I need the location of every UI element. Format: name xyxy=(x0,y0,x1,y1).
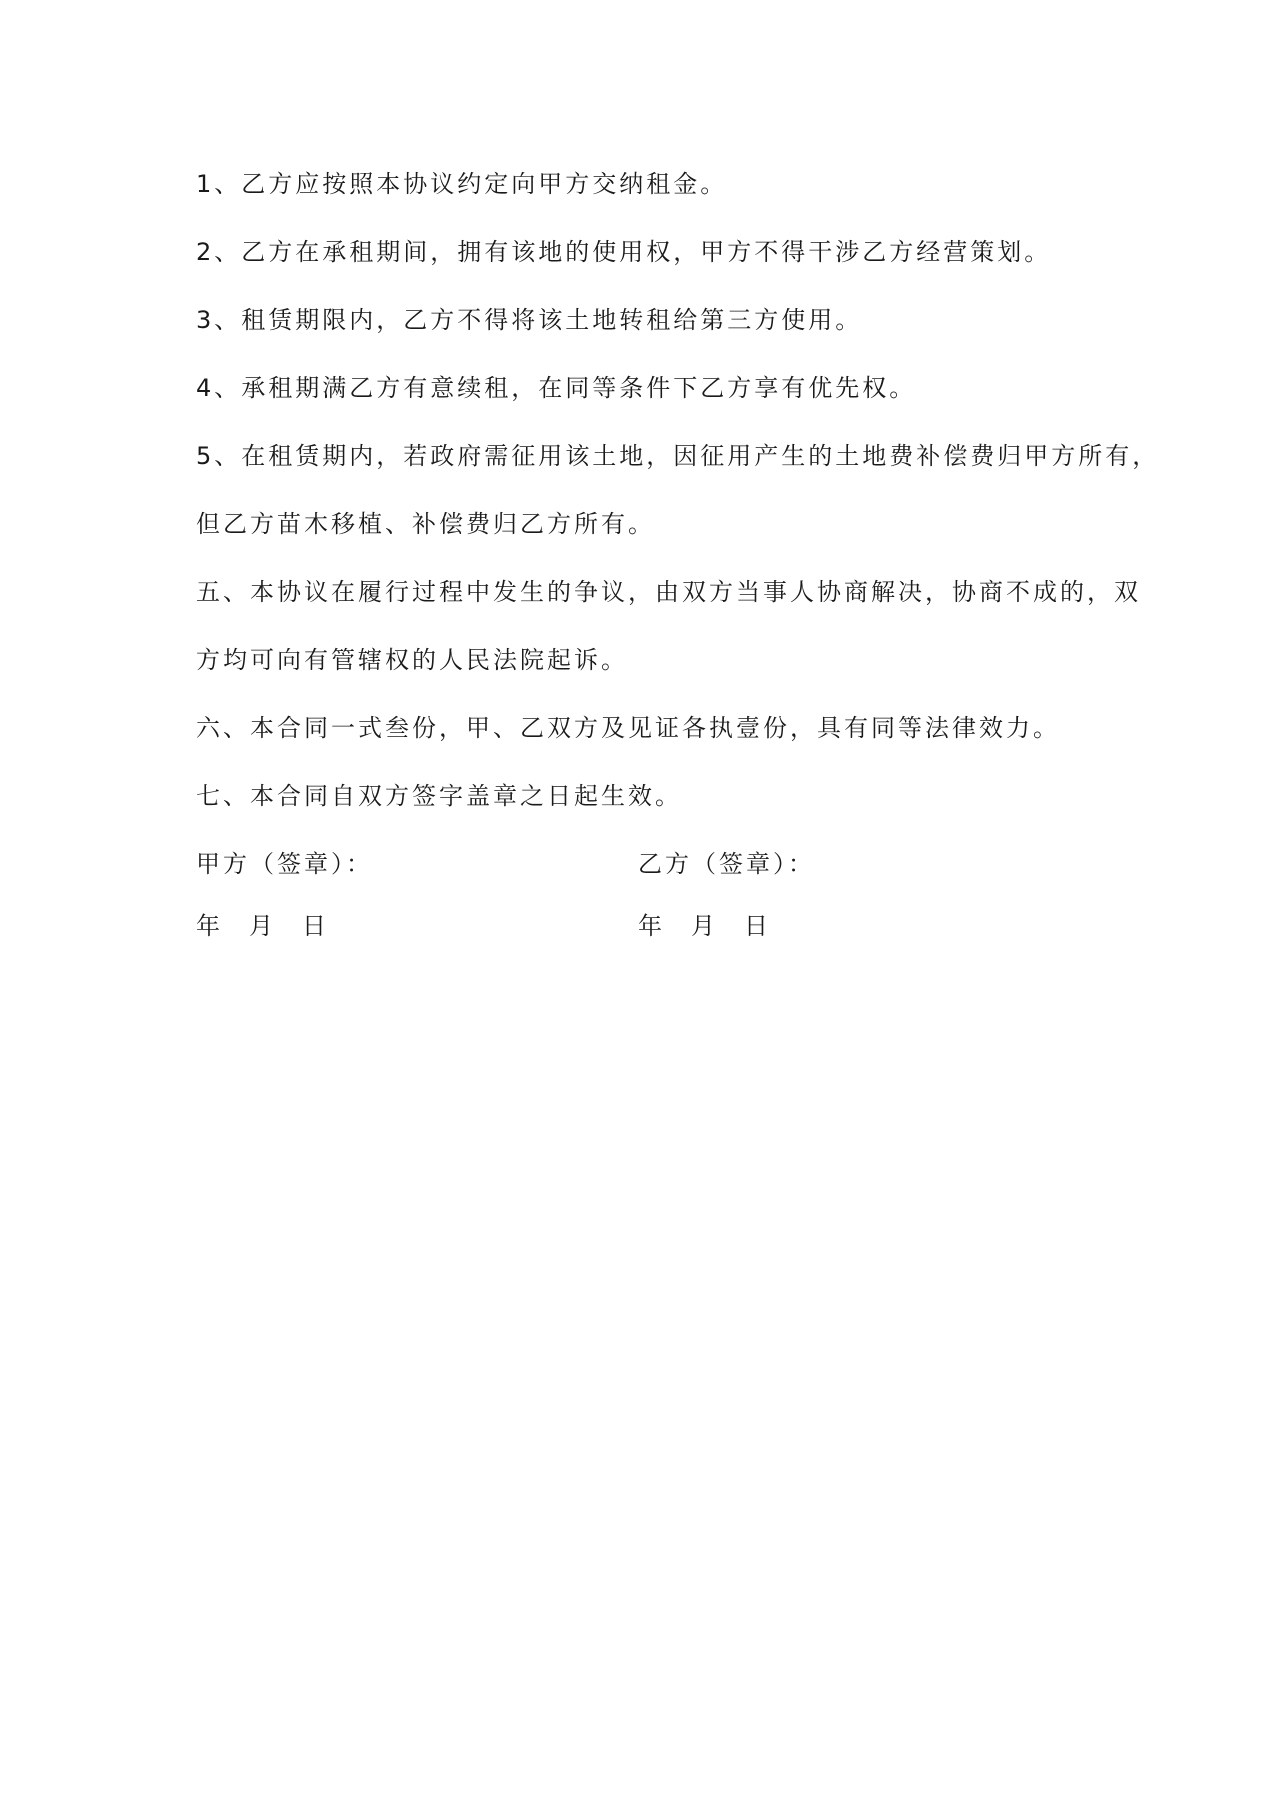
party-a-date xyxy=(196,908,355,944)
party-b-signature-label: 乙方（签章）： xyxy=(638,850,815,878)
party-b-date-month: 月 xyxy=(691,912,718,940)
article-7: 七、本合同自双方签字盖章之日起生效。 xyxy=(196,782,682,810)
clause-3: 3、租赁期限内，乙方不得将该土地转租给第三方使用。 xyxy=(196,306,863,334)
document-body xyxy=(196,166,1160,970)
party-a-date-day: 日 xyxy=(302,912,329,940)
clause-1: 1、乙方应按照本协议约定向甲方交纳租金。 xyxy=(196,170,728,198)
article-5-line-1: 五、本协议在履行过程中发生的争议，由双方当事人协商解决，协商不成的，双 xyxy=(196,578,1141,606)
clause-4: 4、承租期满乙方有意续租，在同等条件下乙方享有优先权。 xyxy=(196,374,917,402)
article-6: 六、本合同一式叁份，甲、乙双方及见证各执壹份，具有同等法律效力。 xyxy=(196,714,1060,742)
party-b-date xyxy=(638,908,797,944)
party-a-date-month: 月 xyxy=(249,912,276,940)
party-a-signature-label: 甲方（签章）： xyxy=(196,850,373,878)
party-a-date-year: 年 xyxy=(196,912,223,940)
article-5-line-2: 方均可向有管辖权的人民法院起诉。 xyxy=(196,646,628,674)
date-row xyxy=(196,908,1096,970)
clause-5-line-2: 但乙方苗木移植、补偿费归乙方所有。 xyxy=(196,510,655,538)
party-b-date-year: 年 xyxy=(638,912,665,940)
clause-5-line-1: 5、在租赁期内，若政府需征用该土地，因征用产生的土地费补偿费归甲方所有， xyxy=(196,442,1160,470)
signature-row xyxy=(196,846,1096,908)
clause-2: 2、乙方在承租期间，拥有该地的使用权，甲方不得干涉乙方经营策划。 xyxy=(196,238,1052,266)
party-b-date-day: 日 xyxy=(744,912,771,940)
